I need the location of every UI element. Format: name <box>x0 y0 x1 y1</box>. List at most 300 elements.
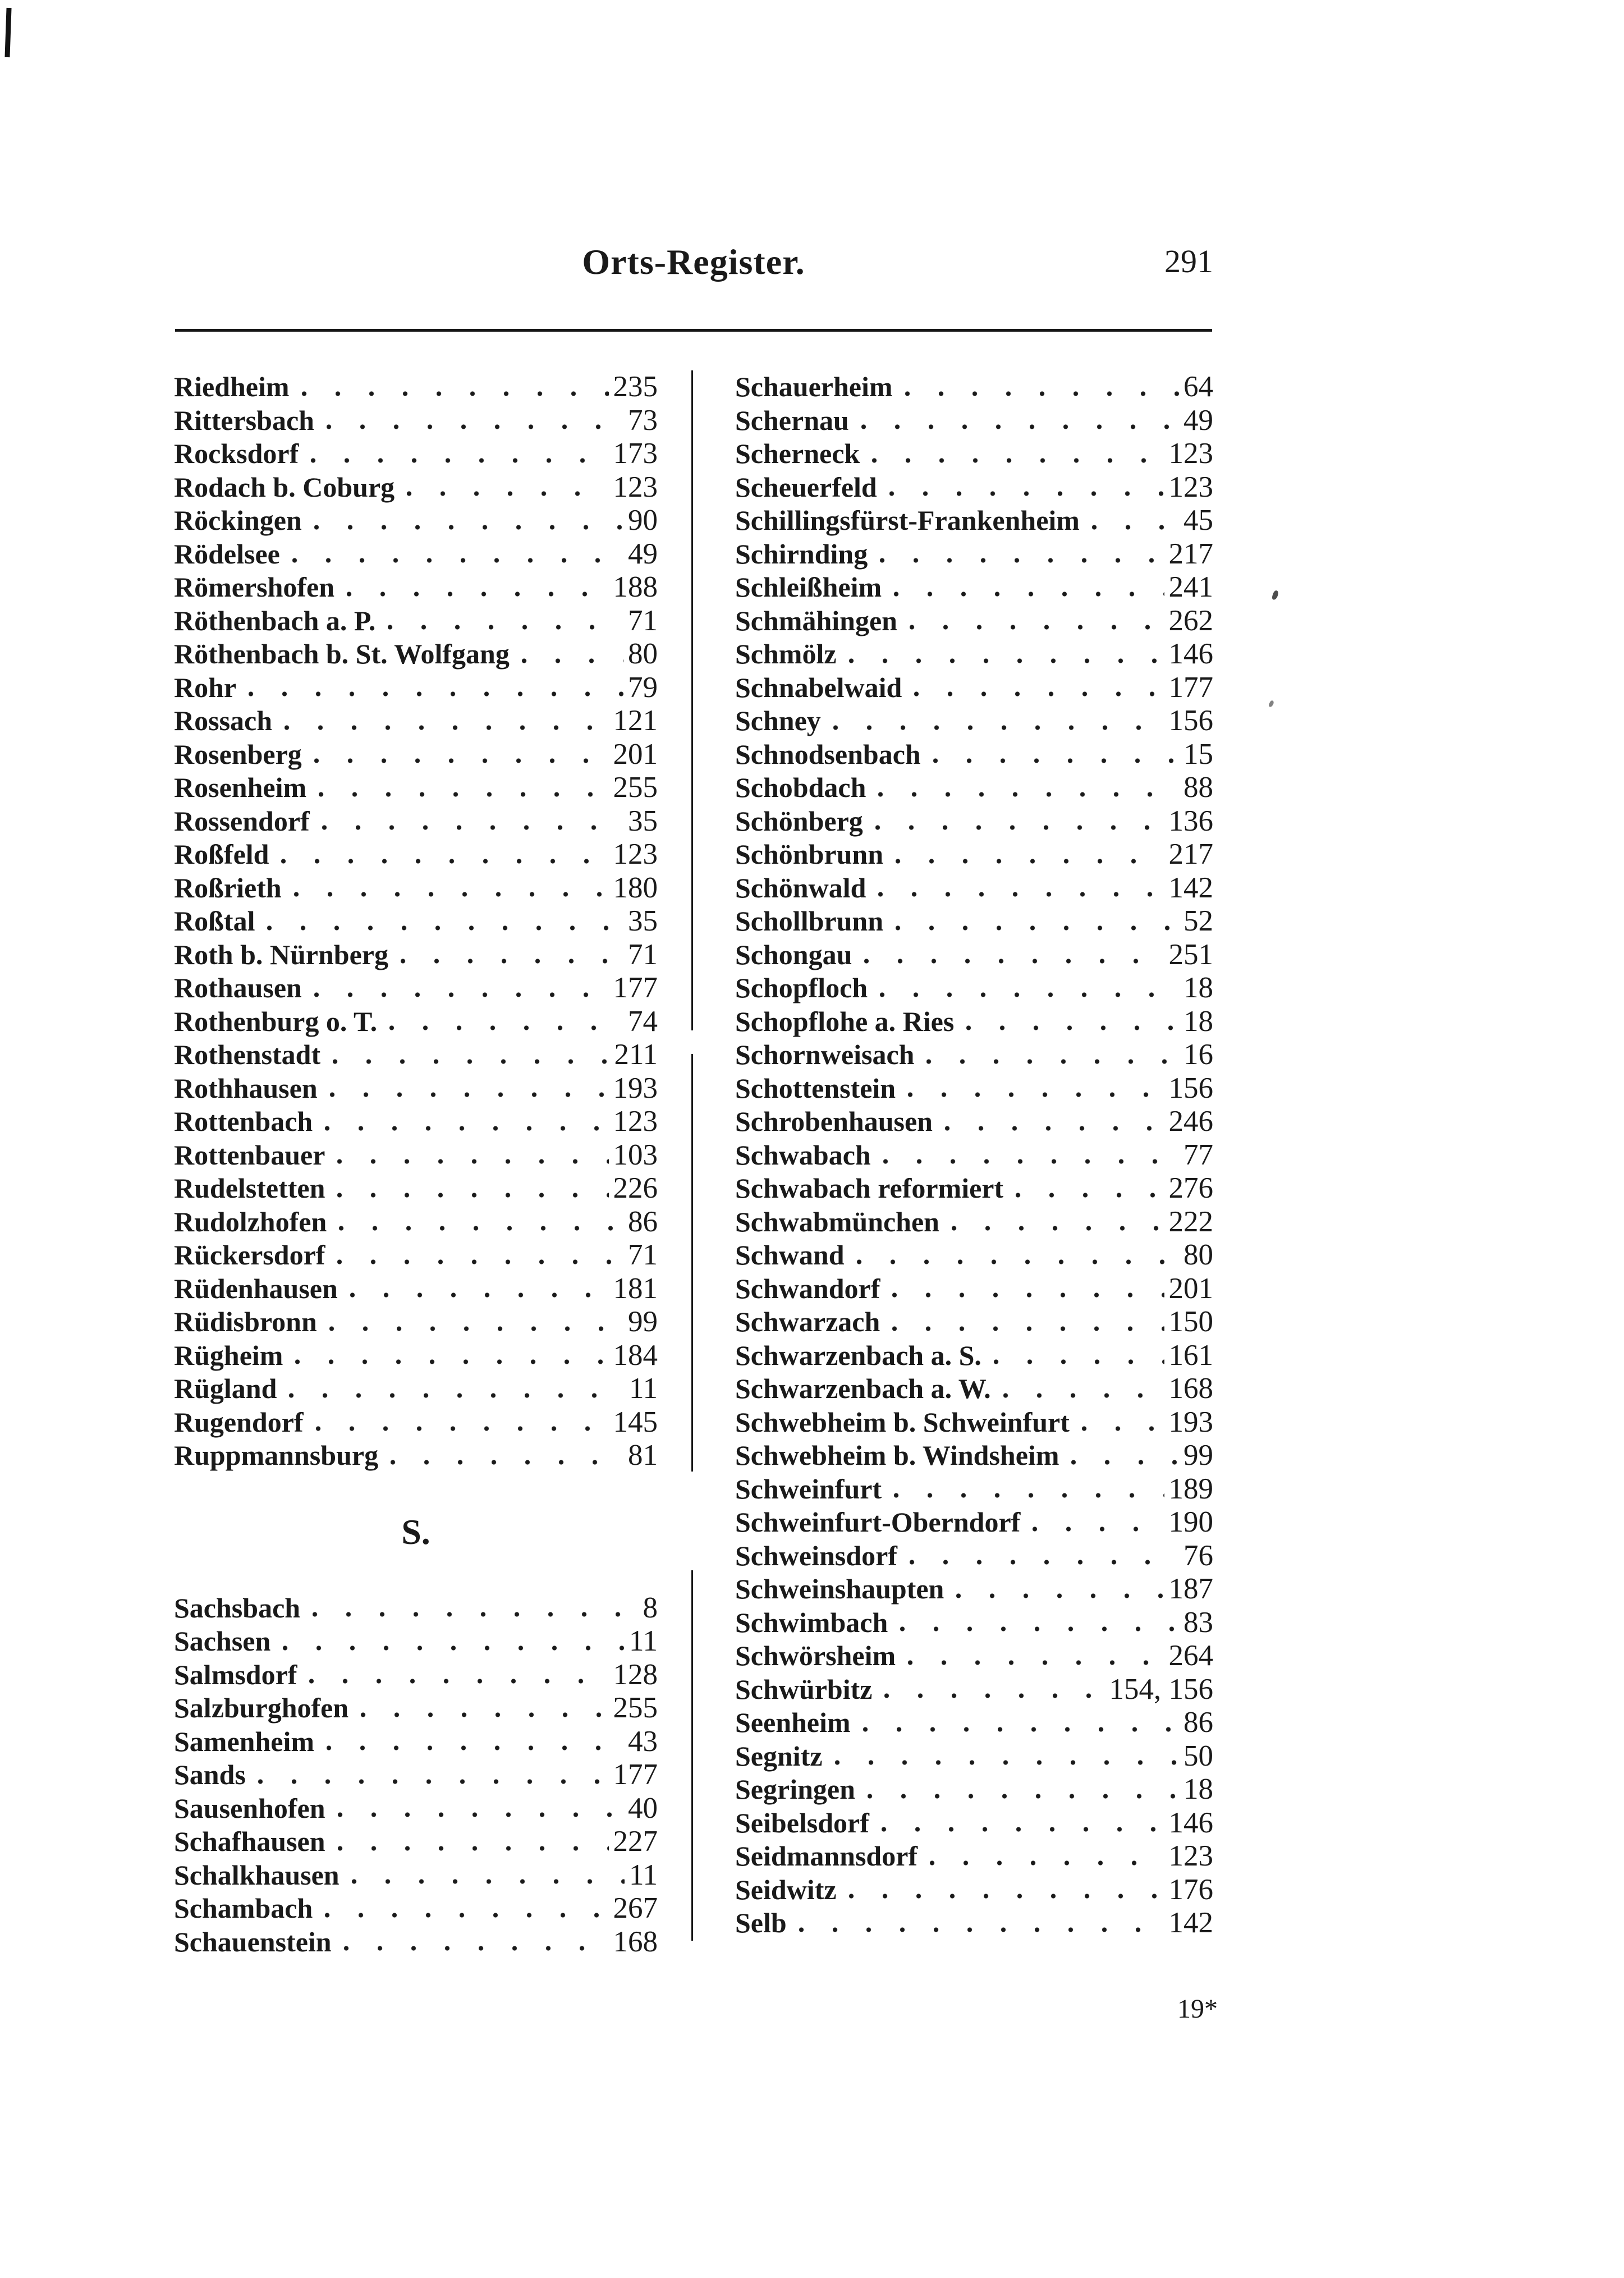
entry-place-name: Sachsen <box>174 1625 271 1657</box>
entry-place-name: Seidmannsdorf <box>735 1840 918 1872</box>
entry-place-name: Sausenhofen <box>174 1792 325 1824</box>
entry-page-ref: 226 <box>613 1172 658 1204</box>
entry-page-ref: 222 <box>1168 1205 1213 1238</box>
entry-page-ref: 90 <box>628 504 658 537</box>
entry-page-ref: 77 <box>1183 1138 1213 1171</box>
entry-dot-leader <box>994 1339 1164 1373</box>
entry-page-ref: 16 <box>1183 1038 1213 1071</box>
entry-dot-leader <box>875 805 1164 838</box>
entry-place-name: Rödelsee <box>174 538 280 570</box>
entry-page-ref: 217 <box>1168 537 1213 570</box>
index-entry-row <box>735 370 1213 404</box>
entry-page-ref: 189 <box>1168 1472 1213 1505</box>
entry-dot-leader <box>361 1692 608 1725</box>
index-entry-row <box>735 604 1213 638</box>
entry-place-name: Schweinshaupten <box>735 1573 944 1605</box>
index-entry-row <box>735 404 1213 438</box>
index-entry-row <box>735 1873 1213 1907</box>
index-entry-row <box>735 1639 1213 1673</box>
entry-dot-leader <box>329 1305 623 1339</box>
entry-page-ref: 35 <box>628 804 658 837</box>
entry-page-ref: 11 <box>629 1372 658 1405</box>
entry-dot-leader <box>905 370 1179 404</box>
entry-place-name: Seenheim <box>735 1707 851 1738</box>
entry-page-ref: 264 <box>1168 1639 1213 1672</box>
entry-dot-leader <box>1016 1172 1164 1206</box>
index-entry-row <box>735 504 1213 538</box>
entry-place-name: Roßfeld <box>174 838 269 870</box>
entry-dot-leader <box>872 437 1164 471</box>
entry-dot-leader <box>880 538 1164 571</box>
entry-page-ref: 71 <box>628 938 658 971</box>
entry-place-name: Sands <box>174 1759 246 1790</box>
entry-page-ref: 217 <box>1168 838 1213 870</box>
index-entry-row <box>735 1139 1213 1172</box>
entry-page-ref: 15 <box>1183 737 1213 771</box>
entry-page-ref: 99 <box>628 1305 658 1338</box>
entry-page-ref: 173 <box>613 437 658 470</box>
entry-place-name: Roth b. Nürnberg <box>174 938 388 970</box>
index-entry-row <box>735 1305 1213 1339</box>
entry-dot-leader <box>311 437 608 471</box>
index-entry-row <box>174 1206 658 1239</box>
entry-place-name: Rossach <box>174 705 273 736</box>
entry-page-ref: 211 <box>614 1038 658 1071</box>
entry-place-name: Rudelstetten <box>174 1172 325 1204</box>
entry-dot-leader <box>896 838 1164 872</box>
entry-dot-leader <box>347 571 608 604</box>
index-entry-row <box>735 1906 1213 1940</box>
index-entry-row <box>735 1105 1213 1139</box>
entry-place-name: Sachsbach <box>174 1592 301 1624</box>
entry-place-name: Rudolzhofen <box>174 1206 327 1237</box>
entry-dot-leader <box>337 1239 623 1272</box>
index-entry-row <box>735 471 1213 505</box>
entry-place-name: Samenheim <box>174 1725 314 1757</box>
entry-dot-leader <box>325 1892 608 1926</box>
index-entry-row <box>174 437 658 471</box>
index-entry-row <box>174 1859 658 1892</box>
entry-dot-leader <box>880 971 1179 1005</box>
column-divider <box>691 1054 693 1472</box>
entry-place-name: Schauerheim <box>735 371 893 402</box>
entry-place-name: Segringen <box>735 1773 855 1805</box>
index-entry-row <box>735 838 1213 872</box>
entry-place-name: Römershofen <box>174 571 335 603</box>
entry-page-ref: 184 <box>613 1339 658 1372</box>
index-entry-row <box>735 1773 1213 1807</box>
entry-dot-leader <box>861 404 1179 438</box>
index-entry-row <box>735 1272 1213 1306</box>
entry-place-name: Schwebheim b. Windsheim <box>735 1440 1059 1471</box>
index-entry-row <box>174 1792 658 1826</box>
entry-page-ref: 262 <box>1168 604 1213 637</box>
entry-place-name: Rugendorf <box>174 1406 304 1438</box>
entry-dot-leader <box>322 805 623 838</box>
index-entry-row <box>735 872 1213 905</box>
entry-page-ref: 128 <box>613 1658 658 1691</box>
entry-place-name: Schönwald <box>735 872 866 904</box>
entry-page-ref: 161 <box>1168 1339 1213 1372</box>
entry-dot-leader <box>350 1272 609 1306</box>
entry-dot-leader <box>401 938 623 972</box>
index-entry-row <box>735 905 1213 938</box>
entry-place-name: Schongau <box>735 938 852 970</box>
index-entry-row <box>174 1725 658 1759</box>
entry-page-ref: 45 <box>1183 504 1213 537</box>
entry-page-ref: 49 <box>1183 404 1213 437</box>
index-entry-row <box>174 1139 658 1172</box>
entry-page-ref: 71 <box>628 1239 658 1271</box>
index-entry-row <box>174 504 658 538</box>
index-entry-row <box>174 1625 658 1658</box>
index-entry-row <box>174 1038 658 1072</box>
entry-place-name: Salmsdorf <box>174 1658 297 1690</box>
index-entry-row <box>174 471 658 505</box>
entry-dot-leader <box>878 771 1179 805</box>
left-column-s-entries <box>174 1592 658 1959</box>
entry-place-name: Segnitz <box>735 1740 823 1772</box>
entry-place-name: Rosenberg <box>174 738 302 770</box>
index-entry-row <box>735 938 1213 972</box>
entry-page-ref: 64 <box>1183 370 1213 403</box>
entry-dot-leader <box>894 571 1164 604</box>
entry-page-ref: 136 <box>1168 804 1213 837</box>
index-entry-row <box>174 704 658 738</box>
entry-page-ref: 190 <box>1168 1506 1213 1538</box>
entry-page-ref: 18 <box>1183 1773 1213 1805</box>
index-entry-row <box>174 905 658 938</box>
entry-page-ref: 145 <box>613 1405 658 1438</box>
entry-page-ref: 123 <box>613 838 658 870</box>
entry-dot-leader <box>956 1573 1164 1606</box>
entry-place-name: Röthenbach b. St. Wolfgang <box>174 638 510 670</box>
entry-page-ref: 235 <box>613 370 658 403</box>
entry-page-ref: 142 <box>1168 871 1213 904</box>
entry-place-name: Rohr <box>174 671 237 703</box>
signature-mark: 19* <box>1177 1994 1218 2024</box>
index-entry-row <box>735 671 1213 705</box>
entry-place-name: Schwebheim b. Schweinfurt <box>735 1406 1070 1438</box>
entry-place-name: Seibelsdorf <box>735 1807 869 1839</box>
entry-dot-leader <box>883 1139 1179 1172</box>
entry-place-name: Schmähingen <box>735 604 897 636</box>
index-entry-row <box>174 1072 658 1106</box>
scan-speck-artifact <box>1272 590 1279 601</box>
entry-page-ref: 123 <box>1168 1840 1213 1872</box>
entry-page-ref: 227 <box>613 1825 658 1858</box>
entry-place-name: Schornweisach <box>735 1039 915 1070</box>
entry-place-name: Schney <box>735 705 821 736</box>
entry-dot-leader <box>389 1005 623 1039</box>
entry-dot-leader <box>285 704 608 738</box>
entry-place-name: Rothenstadt <box>174 1039 321 1070</box>
entry-place-name: Schirnding <box>735 538 868 570</box>
entry-page-ref: 193 <box>613 1071 658 1104</box>
index-entry-row <box>735 1239 1213 1272</box>
entry-place-name: Schmölz <box>735 638 837 670</box>
entry-page-ref: 99 <box>1183 1439 1213 1472</box>
entry-page-ref: 181 <box>613 1272 658 1305</box>
entry-place-name: Schnodsenbach <box>735 738 921 770</box>
entry-place-name: Ruppmannsburg <box>174 1440 379 1471</box>
entry-place-name: Schönbrunn <box>735 838 884 870</box>
entry-dot-leader <box>325 1105 608 1139</box>
entry-place-name: Schauenstein <box>174 1926 332 1958</box>
entry-dot-leader <box>857 1239 1179 1272</box>
entry-place-name: Schweinfurt <box>735 1473 882 1505</box>
index-entry-row <box>174 838 658 872</box>
index-entry-row <box>735 571 1213 604</box>
page-header <box>174 241 1213 303</box>
entry-dot-leader <box>908 1639 1164 1673</box>
entry-page-ref: 121 <box>613 704 658 737</box>
index-entry-row <box>735 1339 1213 1373</box>
entry-dot-leader <box>1003 1372 1164 1406</box>
entry-dot-leader <box>914 671 1164 705</box>
entry-page-ref: 76 <box>1183 1539 1213 1572</box>
entry-place-name: Rottenbauer <box>174 1139 325 1171</box>
index-entry-row <box>735 1473 1213 1506</box>
entry-place-name: Schönberg <box>735 805 863 837</box>
entry-page-ref: 43 <box>628 1725 658 1758</box>
index-entry-row <box>174 638 658 671</box>
entry-place-name: Schweinsdorf <box>735 1539 897 1571</box>
entry-dot-leader <box>896 905 1179 938</box>
entry-dot-leader <box>313 1592 638 1625</box>
entry-dot-leader <box>314 971 609 1005</box>
entry-place-name: Schwörsheim <box>735 1640 896 1671</box>
index-entry-row <box>735 738 1213 772</box>
section-heading-s: S. <box>401 1511 430 1552</box>
entry-dot-leader <box>884 1673 1104 1707</box>
entry-dot-leader <box>945 1105 1164 1139</box>
index-entry-row <box>174 1105 658 1139</box>
entry-dot-leader <box>391 1439 623 1473</box>
entry-dot-leader <box>799 1906 1164 1940</box>
entry-dot-leader <box>522 638 623 671</box>
entry-page-ref: 49 <box>628 537 658 570</box>
entry-page-ref: 176 <box>1168 1873 1213 1906</box>
entry-page-ref: 246 <box>1168 1105 1213 1138</box>
entry-page-ref: 81 <box>628 1439 658 1472</box>
entry-page-ref: 251 <box>1168 938 1213 971</box>
entry-page-ref: 146 <box>1168 638 1213 670</box>
index-entry-row <box>735 1506 1213 1539</box>
entry-place-name: Rothhausen <box>174 1072 318 1104</box>
index-entry-row <box>735 1606 1213 1640</box>
entry-page-ref: 123 <box>1168 470 1213 503</box>
header-rule <box>175 329 1212 332</box>
index-entry-row <box>174 971 658 1005</box>
entry-place-name: Rocksdorf <box>174 438 299 469</box>
entry-page-ref: 241 <box>1168 571 1213 603</box>
entry-page-ref: 150 <box>1168 1305 1213 1338</box>
entry-page-ref: 11 <box>629 1625 658 1657</box>
entry-place-name: Schafhausen <box>174 1826 325 1857</box>
index-entry-row <box>174 738 658 772</box>
entry-dot-leader <box>337 1139 608 1172</box>
index-entry-row <box>174 604 658 638</box>
entry-page-ref: 168 <box>1168 1372 1213 1405</box>
entry-dot-leader <box>289 1372 625 1406</box>
entry-place-name: Rottenbach <box>174 1106 313 1137</box>
entry-dot-leader <box>930 1840 1164 1873</box>
entry-place-name: Rosenheim <box>174 772 307 803</box>
entry-dot-leader <box>1071 1439 1179 1473</box>
index-entry-row <box>735 437 1213 471</box>
entry-place-name: Röthenbach a. P. <box>174 604 376 636</box>
entry-place-name: Riedheim <box>174 371 290 402</box>
index-column-left <box>174 370 658 1959</box>
index-entry-row <box>735 771 1213 805</box>
entry-dot-leader <box>294 872 609 905</box>
entry-page-ref: 156 <box>1168 704 1213 737</box>
entry-page-ref: 255 <box>613 771 658 804</box>
index-column-right <box>735 370 1213 1940</box>
entry-page-ref: 188 <box>613 571 658 603</box>
index-entry-row <box>735 1038 1213 1072</box>
entry-dot-leader <box>338 1825 609 1859</box>
entry-page-ref: 177 <box>1168 671 1213 704</box>
index-entry-row <box>174 1758 658 1792</box>
entry-page-ref: 201 <box>1168 1272 1213 1305</box>
entry-place-name: Schwandorf <box>735 1272 880 1304</box>
entry-dot-leader <box>952 1206 1164 1239</box>
index-entry-row <box>174 1692 658 1725</box>
entry-place-name: Selb <box>735 1907 787 1938</box>
entry-dot-leader <box>849 638 1164 671</box>
entry-dot-leader <box>319 771 608 805</box>
entry-page-ref: 168 <box>613 1925 658 1958</box>
entry-place-name: Rothenburg o. T. <box>174 1005 378 1037</box>
entry-page-ref: 83 <box>1183 1606 1213 1639</box>
entry-place-name: Schopflohe a. Ries <box>735 1005 955 1037</box>
page-number: 291 <box>1164 243 1213 279</box>
entry-dot-leader <box>966 1005 1179 1039</box>
entry-dot-leader <box>281 838 608 872</box>
entry-dot-leader <box>337 1172 608 1206</box>
entry-page-ref: 40 <box>628 1791 658 1825</box>
entry-place-name: Rückersdorf <box>174 1239 325 1271</box>
entry-dot-leader <box>882 1807 1164 1840</box>
entry-dot-leader <box>316 1406 609 1440</box>
entry-page-ref: 11 <box>629 1858 658 1891</box>
index-entry-row <box>174 1305 658 1339</box>
entry-place-name: Schweinfurt-Oberndorf <box>735 1506 1021 1538</box>
index-entry-row <box>174 571 658 604</box>
entry-page-ref: 267 <box>613 1892 658 1924</box>
index-entry-row <box>174 1406 658 1440</box>
entry-place-name: Schobdach <box>735 772 866 803</box>
entry-dot-leader <box>933 738 1179 772</box>
entry-dot-leader <box>908 1072 1164 1106</box>
index-entry-row <box>174 872 658 905</box>
index-entry-row <box>174 1439 658 1473</box>
entry-dot-leader <box>833 704 1164 738</box>
entry-dot-leader <box>1033 1506 1164 1539</box>
entry-place-name: Schwand <box>735 1239 845 1271</box>
entry-dot-leader <box>309 1658 608 1692</box>
index-entry-row <box>174 370 658 404</box>
entry-place-name: Rittersbach <box>174 404 314 436</box>
entry-place-name: Rodach b. Coburg <box>174 471 395 503</box>
entry-place-name: Schwarzach <box>735 1306 880 1337</box>
entry-page-ref: 80 <box>628 638 658 670</box>
entry-dot-leader <box>339 1206 623 1239</box>
entry-place-name: Rossendorf <box>174 805 310 837</box>
entry-place-name: Schopfloch <box>735 972 868 1003</box>
entry-dot-leader <box>864 938 1164 972</box>
entry-dot-leader <box>283 1625 625 1658</box>
entry-dot-leader <box>327 1725 623 1759</box>
index-entry-row <box>174 671 658 705</box>
entry-page-ref: 88 <box>1183 771 1213 804</box>
index-entry-row <box>174 1592 658 1625</box>
index-entry-row <box>735 1439 1213 1473</box>
index-entry-row <box>735 1539 1213 1573</box>
entry-page-ref: 142 <box>1168 1906 1213 1939</box>
index-entry-row <box>735 1807 1213 1840</box>
column-divider <box>691 370 693 1030</box>
entry-page-ref: 86 <box>1183 1706 1213 1739</box>
index-entry-row <box>174 1658 658 1692</box>
entry-dot-leader <box>344 1926 609 1959</box>
entry-dot-leader <box>338 1792 623 1826</box>
entry-page-ref: 187 <box>1168 1573 1213 1605</box>
entry-place-name: Schollbrunn <box>735 905 884 937</box>
index-entry-row <box>735 1072 1213 1106</box>
entry-dot-leader <box>352 1859 625 1892</box>
entry-page-ref: 255 <box>613 1692 658 1724</box>
entry-dot-leader <box>302 370 609 404</box>
index-entry-row <box>174 1239 658 1272</box>
entry-place-name: Schwabach reformiert <box>735 1172 1004 1204</box>
column-divider <box>691 1570 693 1941</box>
entry-page-ref: 146 <box>1168 1806 1213 1839</box>
entry-dot-leader <box>258 1758 609 1792</box>
index-entry-row <box>735 1406 1213 1440</box>
entry-dot-leader <box>314 504 623 538</box>
entry-dot-leader <box>892 1305 1164 1339</box>
entry-place-name: Schottenstein <box>735 1072 896 1104</box>
entry-page-ref: 74 <box>628 1005 658 1038</box>
entry-page-ref: 156 <box>1168 1071 1213 1104</box>
index-entry-row <box>735 1740 1213 1773</box>
entry-dot-leader <box>894 1473 1164 1506</box>
entry-page-ref: 73 <box>628 404 658 437</box>
entry-page-ref: 177 <box>613 1758 658 1791</box>
index-entry-row <box>174 771 658 805</box>
entry-place-name: Schnabelwaid <box>735 671 902 703</box>
index-entry-row <box>735 1573 1213 1606</box>
entry-dot-leader <box>333 1038 609 1072</box>
index-entry-row <box>735 1172 1213 1206</box>
index-entry-row <box>735 1840 1213 1873</box>
entry-place-name: Roßtal <box>174 905 255 937</box>
entry-dot-leader <box>910 604 1164 638</box>
index-entry-row <box>735 971 1213 1005</box>
entry-page-ref: 35 <box>628 905 658 937</box>
entry-place-name: Rügheim <box>174 1339 283 1371</box>
index-entry-row <box>735 1206 1213 1239</box>
entry-dot-leader <box>295 1339 608 1373</box>
entry-page-ref: 180 <box>613 871 658 904</box>
entry-place-name: Roßrieth <box>174 872 282 904</box>
entry-dot-leader <box>1082 1406 1164 1440</box>
entry-dot-leader <box>849 1873 1164 1907</box>
entry-page-ref: 52 <box>1183 905 1213 937</box>
